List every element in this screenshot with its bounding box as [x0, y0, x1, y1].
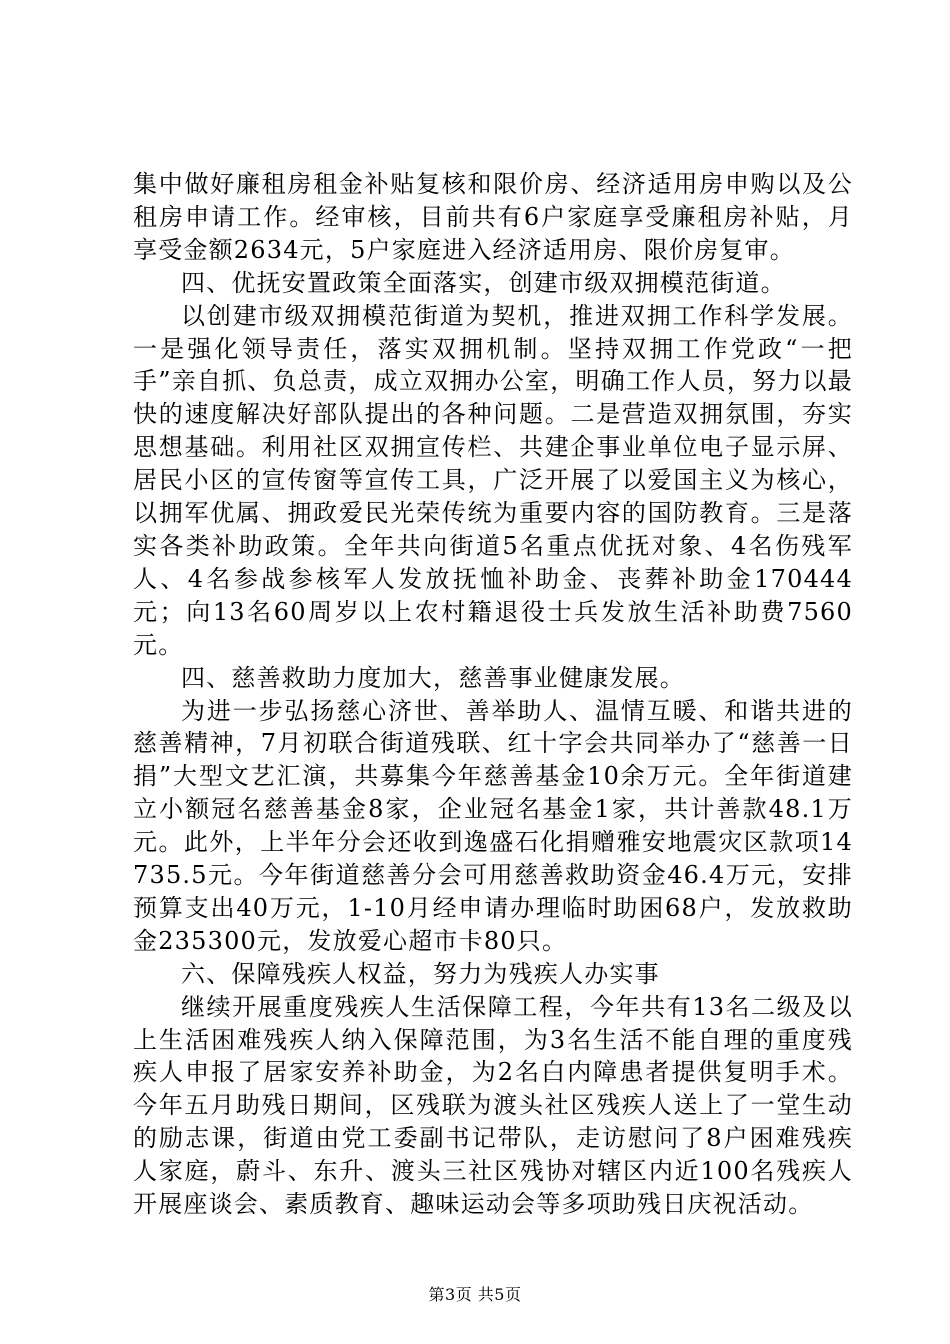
paragraph-military-support: 以创建市级双拥模范街道为契机，推进双拥工作科学发展。一是强化领导责任，落实双拥机制。坚持双拥工作党政“一把手”亲自抓、负总责，成立双拥办公室，明确工作人员，努力以最快的速度解决好部队提出的各种问题。二是营造双拥氛围，夯实思想基础。利用社区双拥宣传栏、共建企事业单位电子显示屏、居民小区的宣传窗等宣传工具，广泛开展了以爱国主义为核心，以拥军优属、拥政爱民光荣传统为重要内容的国防教育。三是落实各类补助政策。全年共向街道5名重点优抚对象、4名伤残军人、4名参战参核军人发放抚恤补助金、丧葬补助金170444元；向13名60周岁以上农村籍退役士兵发放生活补助费7560元。: [133, 301, 853, 659]
document-body: [133, 168, 853, 1221]
paragraph-charity: 为进一步弘扬慈心济世、善举助人、温情互暖、和谐共进的慈善精神，7月初联合街道残联、红十字会共同举办了“慈善一日捐”大型文艺汇演，共募集今年慈善基金10余万元。全年街道建立小额冠名慈善基金8家，企业冠名基金1家，共计善款48.1万元。此外，上半年分会还收到逸盛石化捐赠雅安地震灾区款项14735.5元。今年街道慈善分会可用慈善救助资金46.4万元，安排预算支出40万元，1-10月经申请办理临时助困68户，发放救助金235300元，发放爱心超市卡80只。: [133, 696, 853, 955]
section-heading-charity: 四、慈善救助力度加大，慈善事业健康发展。: [181, 663, 685, 692]
section-heading-military-support: 四、优抚安置政策全面落实，创建市级双拥模范街道。: [181, 268, 786, 297]
paragraph-housing-continued: 集中做好廉租房租金补贴复核和限价房、经济适用房申购以及公租房申请工作。经审核，目前共有6户家庭享受廉租房补贴，月享受金额2634元，5户家庭进入经济适用房、限价房复审。: [133, 170, 853, 264]
section-heading-disability: 六、保障残疾人权益，努力为残疾人办实事: [181, 959, 660, 988]
page-number-footer: 第3页 共5页: [428, 1285, 522, 1304]
paragraph-disability: 继续开展重度残疾人生活保障工程，今年共有13名二级及以上生活困难残疾人纳入保障范围，为3名生活不能自理的重度残疾人申报了居家安养补助金，为2名白内障患者提供复明手术。今年五月助残日期间，区残联为渡头社区残疾人送上了一堂生动的励志课，街道由党工委副书记带队，走访慰问了8户困难残疾人家庭，蔚斗、东升、渡头三社区残协对辖区内近100名残疾人开展座谈会、素质教育、趣味运动会等多项助残日庆祝活动。: [133, 992, 853, 1219]
